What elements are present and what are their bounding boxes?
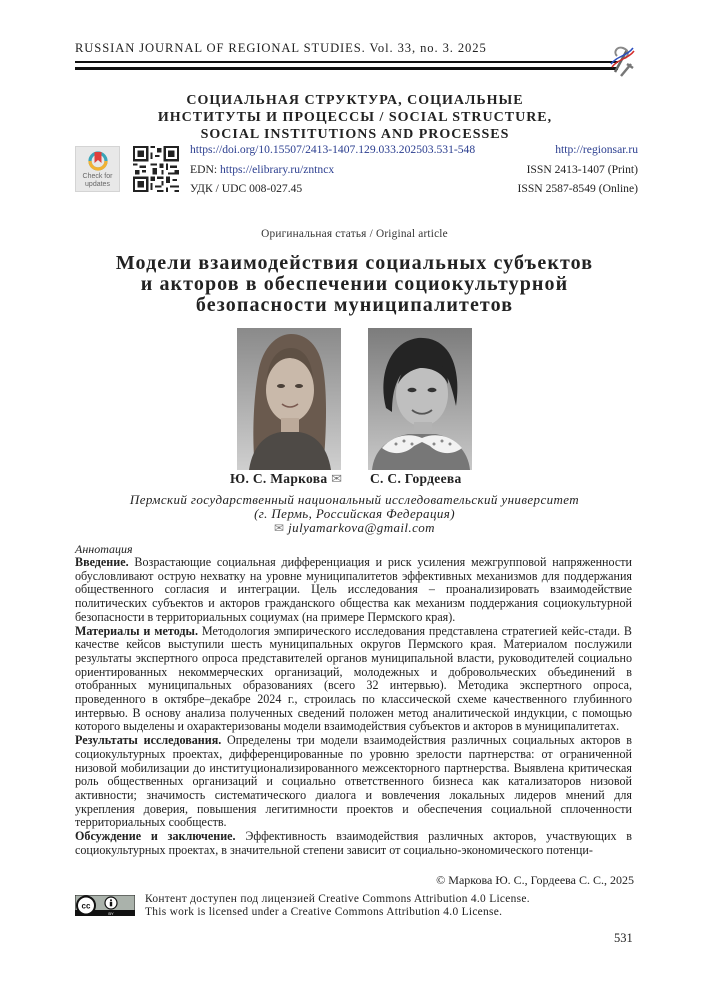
envelope-icon[interactable]: ✉ — [331, 471, 343, 486]
abstract-text: Методология эмпирического исследования представлена стратегией кейс-стади. В качестве кейсов выступили шесть муниципальных округов Пермского края. Материалом послужили результаты экспертного опроса представителей органов муниципальной власти, руководителей социально ориентированных некоммерческих организаций, молодежных и добровольческих объединений в отобранных муниципальных образованиях (всего 32 интервью). Методика экспертного опроса, проведенного в октябре–декабре 2024 г., строилась по классической схеме качественного глубинного интервью. В основу анализа полученных сведений положен метод аналитической индукции, с помощью которого выделены и охарактеризованы модели взаимодействия субъектов и акторов в муниципалитетах. — [75, 623, 632, 734]
journal-emblem-icon — [607, 42, 637, 78]
section-heading-line: ИНСТИТУТЫ И ПРОЦЕССЫ / SOCIAL STRUCTURE, — [157, 110, 553, 125]
header-rule-thick — [75, 67, 618, 70]
license-text — [145, 893, 530, 918]
author-name: С. С. Гордеева — [370, 471, 462, 486]
affiliation: Пермский государственный национальный исследовательский университет — [129, 492, 580, 507]
article-title-line: Модели взаимодействия социальных субъектов — [115, 252, 594, 274]
running-head: RUSSIAN JOURNAL OF REGIONAL STUDIES. Vol. 33, no. 3. 2025 — [75, 41, 487, 55]
contact-email[interactable]: julyamarkova@gmail.com — [288, 520, 435, 535]
license-ru: Контент доступен под лицензией Creative Commons Attribution 4.0 License. — [145, 893, 530, 905]
article-title — [80, 253, 629, 316]
article-title-line: безопасности муниципалитетов — [195, 294, 514, 316]
page-number: 531 — [614, 931, 633, 945]
svg-text:BY: BY — [108, 911, 114, 916]
author-gordeeva — [370, 471, 462, 487]
author-markova — [230, 471, 342, 487]
abstract-label: Аннотация — [75, 542, 133, 556]
creative-commons-by-icon[interactable] — [75, 895, 135, 916]
abstract-text: Определены три модели взаимодействия различных социальных акторов в социокультурных проектах, дифференцированные по уровню зрелости партнерства: от ограниченной низовой мобилизации до институционализированного межсекторного партнерства. Выявлена критическая роль общественных организаций и социально ответственного бизнеса как катализаторов низовой активности; значимость систематического диалога и вовлечения локальных лидеров мнений для укрепления доверия, повышения легитимности проектов и обеспечения социальной сплоченности территориальных сообществ. — [75, 733, 632, 830]
copyright: © Маркова Ю. С., Гордеева С. С., 2025 — [436, 873, 634, 887]
doi-link[interactable]: https://doi.org/10.15507/2413-1407.129.033.202503.531-548 — [190, 143, 476, 156]
abstract-heading: Обсуждение и заключение. — [75, 829, 236, 844]
section-heading-line: СОЦИАЛЬНАЯ СТРУКТУРА, СОЦИАЛЬНЫЕ — [186, 93, 524, 108]
svg-text:cc: cc — [81, 901, 91, 911]
author-photo-markova — [237, 328, 341, 470]
edn-link[interactable]: https://elibrary.ru/zntncx — [219, 163, 335, 176]
abstract-heading: Материалы и методы. — [75, 623, 198, 638]
check-for-updates-badge[interactable] — [75, 146, 120, 192]
abstract-section-discussion — [75, 830, 632, 857]
abstract-heading: Результаты исследования. — [75, 733, 222, 748]
affiliation-location: (г. Пермь, Российская Федерация) — [254, 506, 455, 521]
abstract-section-methods — [75, 625, 632, 735]
qr-code-icon — [133, 146, 179, 192]
abstract-section-results — [75, 734, 632, 830]
edn-label: EDN: — [190, 163, 220, 176]
issn-print: ISSN 2413-1407 (Print) — [526, 163, 638, 176]
abstract-heading: Введение. — [75, 555, 129, 569]
abstract-text: Эффективность взаимодействия различных акторов, участвующих в социокультурных проектах, в значительной степени зависит от социально-экономического потенци- — [75, 829, 632, 857]
contact-email-line — [0, 521, 709, 535]
author-name: Ю. С. Маркова — [230, 471, 328, 486]
envelope-icon: ✉ — [274, 521, 285, 535]
udc-code: УДК / UDC 008-027.45 — [190, 182, 303, 195]
section-heading-line: SOCIAL INSTITUTIONS AND PROCESSES — [200, 127, 510, 142]
article-title-line: и акторов в обеспечении социокультурной — [140, 273, 569, 295]
crossmark-icon — [88, 150, 108, 172]
article-type: Оригинальная статья / Original article — [261, 228, 448, 240]
crossmark-label: updates — [85, 181, 110, 188]
edn-line — [190, 163, 334, 176]
crossmark-label: Check for — [82, 173, 113, 180]
license-en: This work is licensed under a Creative Commons Attribution 4.0 License. — [145, 905, 503, 918]
section-heading — [100, 92, 610, 143]
abstract — [75, 556, 632, 857]
issn-online: ISSN 2587-8549 (Online) — [517, 182, 638, 195]
abstract-text: Возрастающие социальная дифференциация и риск усиления межгрупповой напряженности обусловливают острую нехватку на уровне муниципалитетов эффективных механизмов для поддержания общественного согласия и интеграции. Цель исследования – проанализировать взаимодействие политических субъектов и акторов гражданского общества как механизм поддержания социокультурной безопасности в территориальных социумах (на примере Пермского края). — [75, 555, 632, 624]
author-photo-gordeeva — [368, 328, 472, 470]
header-rule-thin — [75, 61, 618, 63]
abstract-section-introduction — [75, 556, 632, 625]
website-link[interactable]: http://regionsar.ru — [555, 143, 638, 156]
